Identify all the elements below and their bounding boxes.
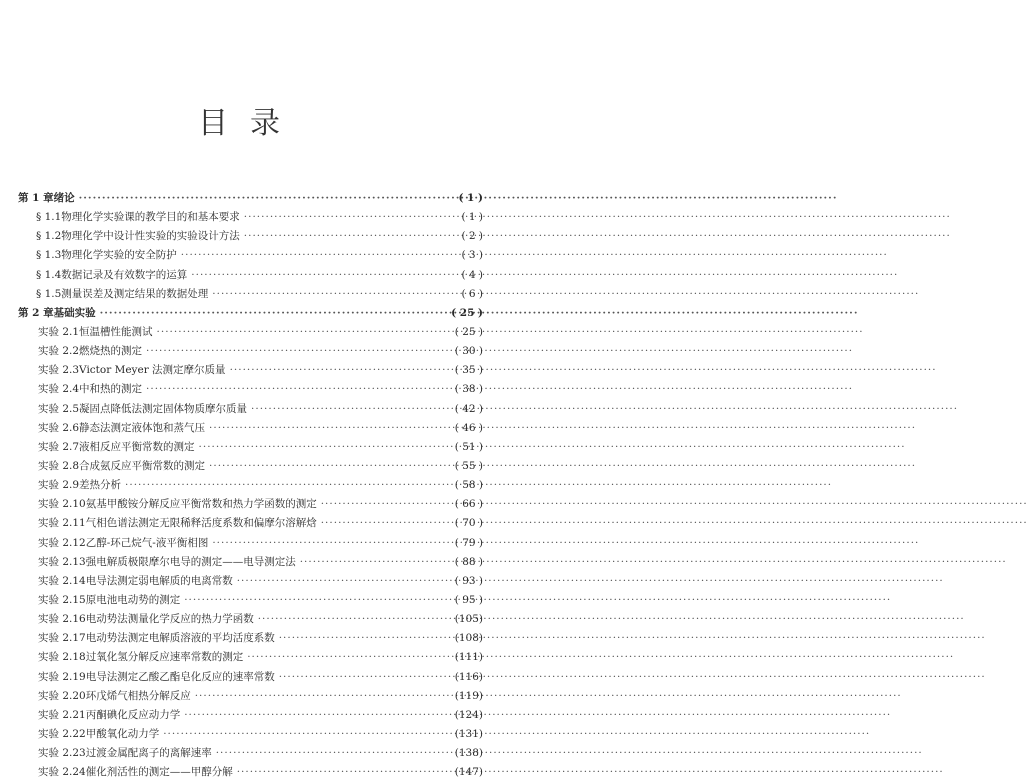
dot-leader	[251, 400, 431, 419]
entry-number: 实验 2.12	[38, 536, 86, 549]
entry-page-number: ( 66 )	[454, 498, 483, 511]
dot-leader	[184, 591, 431, 610]
entry-page-number: (131)	[454, 727, 483, 740]
dot-leader	[258, 610, 431, 629]
dot-leader	[191, 266, 431, 285]
entry-title: 丙酮碘化反应动力学	[85, 708, 181, 721]
toc-entry	[18, 361, 483, 380]
entry-title: 恒温槽性能测试	[79, 325, 153, 338]
toc-entry	[18, 687, 483, 706]
dot-leader	[184, 706, 431, 725]
entry-page-number: ( 88 )	[454, 555, 483, 568]
entry-title: 差热分析	[79, 479, 122, 492]
dot-leader	[321, 495, 431, 514]
dot-leader	[209, 419, 431, 438]
entry-number: 实验 2.7	[38, 440, 80, 453]
entry-number: 实验 2.19	[38, 670, 86, 683]
toc-entry	[18, 668, 483, 687]
toc-entry	[18, 648, 483, 667]
entry-page-number: ( 6 )	[461, 287, 483, 300]
toc-entry	[18, 246, 483, 265]
entry-title: 甲酸氧化动力学	[85, 727, 160, 740]
dot-leader	[181, 246, 431, 265]
entry-number: 实验 2.13	[38, 555, 86, 568]
entry-page-number: (119)	[454, 689, 483, 702]
toc-entry	[18, 591, 483, 610]
table-of-contents	[18, 189, 483, 782]
toc-entry	[18, 342, 483, 361]
entry-number: 实验 2.5	[38, 402, 80, 415]
dot-leader	[321, 514, 431, 533]
dot-leader	[79, 189, 431, 208]
dot-leader	[230, 361, 431, 380]
entry-number: 实验 2.8	[38, 459, 80, 472]
entry-page-number: (147)	[454, 766, 483, 779]
entry-title: 物理化学实验的安全防护	[61, 249, 177, 262]
toc-entry	[18, 227, 483, 246]
entry-number: 实验 2.21	[38, 708, 86, 721]
entry-title: 强电解质极限摩尔电导的测定——电导测定法	[85, 555, 296, 568]
entry-page-number: (105)	[454, 613, 483, 626]
entry-page-number: ( 1 )	[461, 211, 483, 224]
dot-leader	[125, 476, 431, 495]
entry-page-number: (138)	[454, 747, 483, 760]
toc-entry	[18, 419, 483, 438]
entry-title: 基础实验	[53, 306, 96, 319]
toc-entry	[18, 266, 483, 285]
dot-leader	[195, 687, 431, 706]
entry-number: § 1.4	[36, 268, 62, 281]
page-title: 目录	[198, 106, 302, 141]
toc-entry	[18, 285, 483, 304]
entry-title: 绪论	[53, 192, 75, 204]
entry-title: 凝固点降低法测定固体物质摩尔质量	[79, 402, 248, 415]
entry-page-number: ( 79 )	[454, 536, 483, 549]
entry-page-number: ( 30 )	[454, 345, 483, 358]
toc-chapter-entry	[18, 304, 483, 323]
entry-title: 乙醇-环己烷气-液平衡相图	[85, 536, 209, 549]
entry-title: 合成氨反应平衡常数的测定	[79, 459, 206, 472]
entry-title: 电导法测定乙酸乙酯皂化反应的速率常数	[85, 670, 275, 683]
entry-number: 实验 2.1	[38, 325, 80, 338]
entry-number: 实验 2.6	[38, 421, 80, 434]
entry-page-number: ( 4 )	[461, 268, 483, 281]
toc-entry	[18, 744, 483, 763]
entry-title: 液相反应平衡常数的测定	[79, 440, 195, 453]
entry-number: § 1.3	[36, 249, 62, 262]
toc-entry	[18, 476, 483, 495]
entry-page-number: ( 35 )	[454, 364, 483, 377]
entry-page-number: ( 46 )	[454, 421, 483, 434]
dot-leader	[244, 227, 431, 246]
entry-number: 实验 2.16	[38, 613, 86, 626]
toc-entry	[18, 514, 483, 533]
entry-number: 第 1 章	[18, 192, 54, 204]
entry-page-number: ( 51 )	[454, 440, 483, 453]
toc-entry	[18, 534, 483, 553]
dot-leader	[146, 380, 431, 399]
toc-entry	[18, 572, 483, 591]
dot-leader	[216, 744, 431, 763]
entry-title: 静态法测定液体饱和蒸气压	[79, 421, 206, 434]
toc-entry	[18, 553, 483, 572]
entry-title: 催化剂活性的测定——甲醇分解	[85, 766, 233, 779]
entry-number: 实验 2.9	[38, 479, 80, 492]
entry-title: 原电池电动势的测定	[85, 593, 181, 606]
dot-leader	[237, 763, 431, 782]
entry-page-number: ( 3 )	[461, 249, 483, 262]
entry-number: 实验 2.14	[38, 574, 86, 587]
entry-title: 数据记录及有效数字的运算	[61, 268, 188, 281]
entry-title: 电动势法测量化学反应的热力学函数	[85, 613, 254, 626]
entry-page-number: ( 42 )	[454, 402, 483, 415]
entry-title: 环戊烯气相热分解反应	[85, 689, 191, 702]
dot-leader	[209, 457, 431, 476]
entry-title: 气相色谱法测定无限稀释活度系数和偏摩尔溶解焓	[85, 517, 317, 530]
entry-title: 物理化学实验课的教学目的和基本要求	[61, 211, 240, 224]
entry-page-number: (116)	[454, 670, 483, 683]
dot-leader	[157, 323, 431, 342]
entry-number: 实验 2.4	[38, 383, 80, 396]
entry-number: § 1.1	[36, 211, 62, 224]
entry-title: 测量误差及测定结果的数据处理	[61, 287, 209, 300]
entry-title: 过氧化氢分解反应速率常数的测定	[85, 651, 244, 664]
toc-entry	[18, 323, 483, 342]
entry-number: 实验 2.20	[38, 689, 86, 702]
toc-entry	[18, 629, 483, 648]
toc-entry	[18, 380, 483, 399]
dot-leader	[100, 304, 431, 323]
entry-number: § 1.2	[36, 230, 62, 243]
dot-leader	[279, 668, 431, 687]
entry-title: 中和热的测定	[79, 383, 143, 396]
dot-leader	[279, 629, 431, 648]
entry-number: 实验 2.17	[38, 632, 86, 645]
entry-page-number: ( 70 )	[454, 517, 483, 530]
entry-number: § 1.5	[36, 287, 62, 300]
dot-leader	[237, 572, 431, 591]
entry-number: 实验 2.23	[38, 747, 86, 760]
toc-chapter-entry	[18, 189, 483, 208]
entry-title: 过渡金属配离子的离解速率	[85, 747, 212, 760]
entry-page-number: ( 58 )	[454, 479, 483, 492]
dot-leader	[244, 208, 431, 227]
entry-number: 实验 2.15	[38, 593, 86, 606]
toc-entry	[18, 495, 483, 514]
entry-number: 实验 2.2	[38, 345, 80, 358]
dot-leader	[300, 553, 431, 572]
entry-number: 实验 2.18	[38, 651, 86, 664]
entry-title: 电导法测定弱电解质的电离常数	[85, 574, 233, 587]
entry-page-number: ( 38 )	[454, 383, 483, 396]
entry-page-number: ( 25 )	[451, 306, 483, 319]
entry-page-number: ( 25 )	[454, 325, 483, 338]
entry-number: 实验 2.10	[38, 498, 86, 511]
entry-page-number: ( 93 )	[454, 574, 483, 587]
entry-page-number: (108)	[454, 632, 483, 645]
dot-leader	[146, 342, 431, 361]
entry-number: 实验 2.3	[38, 364, 80, 377]
dot-leader	[199, 438, 431, 457]
entry-page-number: (124)	[454, 708, 483, 721]
entry-number: 实验 2.22	[38, 727, 86, 740]
entry-page-number: ( 55 )	[454, 459, 483, 472]
entry-number: 实验 2.11	[38, 517, 86, 530]
entry-title: 燃烧热的测定	[79, 345, 143, 358]
toc-entry	[18, 610, 483, 629]
entry-title: 物理化学中设计性实验的实验设计方法	[61, 230, 240, 243]
toc-entry	[18, 438, 483, 457]
entry-page-number: (111)	[454, 651, 483, 664]
entry-page-number: ( 1 )	[458, 192, 483, 204]
toc-entry	[18, 763, 483, 782]
toc-entry	[18, 725, 483, 744]
toc-page	[0, 0, 500, 779]
dot-leader	[212, 285, 431, 304]
dot-leader	[212, 534, 431, 553]
entry-page-number: ( 2 )	[461, 230, 483, 243]
entry-page-number: ( 95 )	[454, 593, 483, 606]
entry-number: 实验 2.24	[38, 766, 86, 779]
entry-title: Victor Meyer 法测定摩尔质量	[79, 364, 226, 377]
entry-title: 氨基甲酸铵分解反应平衡常数和热力学函数的测定	[85, 498, 317, 511]
entry-title: 电动势法测定电解质溶液的平均活度系数	[85, 632, 275, 645]
entry-number: 第 2 章	[18, 306, 54, 319]
toc-entry	[18, 208, 483, 227]
dot-leader	[247, 648, 431, 667]
toc-entry	[18, 706, 483, 725]
toc-entry	[18, 457, 483, 476]
toc-entry	[18, 400, 483, 419]
dot-leader	[163, 725, 431, 744]
